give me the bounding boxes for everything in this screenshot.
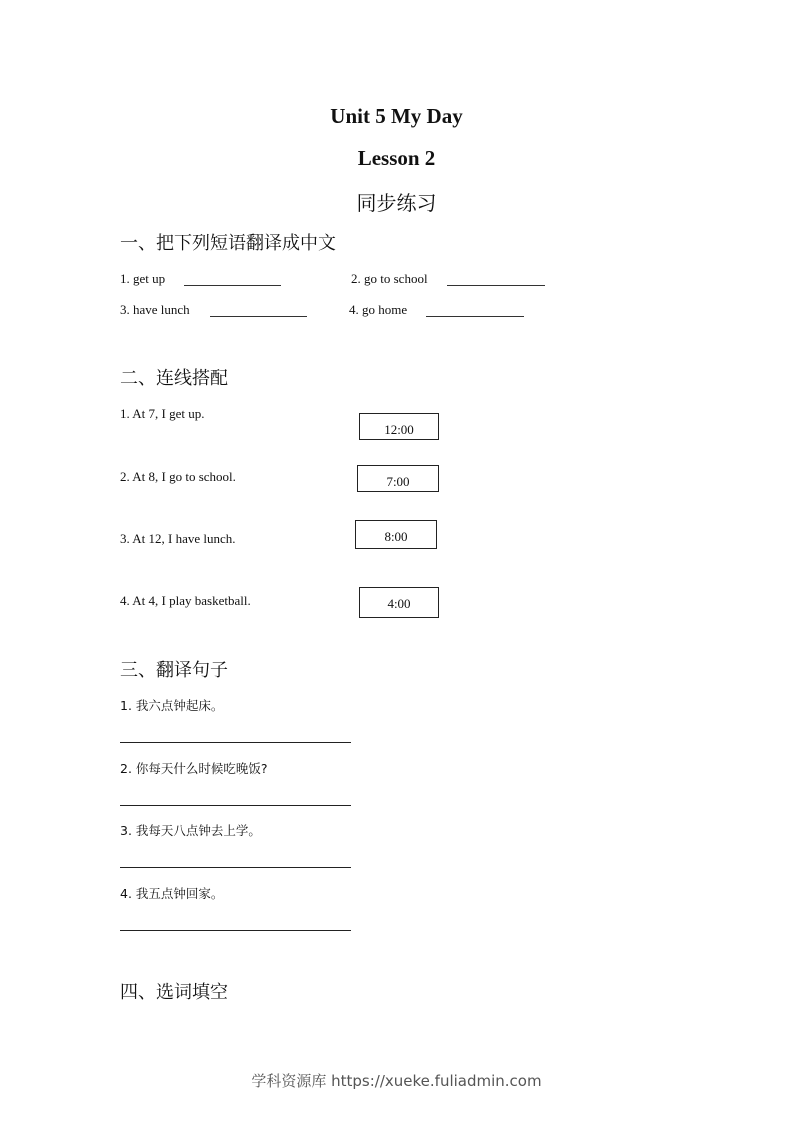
match-sentence: 3. At 12, I have lunch. xyxy=(120,531,236,546)
time-box[interactable]: 4:00 xyxy=(359,587,439,618)
phrase-item: 2. go to school xyxy=(351,271,428,286)
translate-item: 3. 我每天八点钟去上学。 xyxy=(120,823,261,838)
answer-blank[interactable] xyxy=(210,316,307,317)
phrase-item: 1. get up xyxy=(120,271,166,286)
match-sentence: 1. At 7, I get up. xyxy=(120,406,205,421)
answer-blank[interactable] xyxy=(447,285,545,286)
match-sentence: 2. At 8, I go to school. xyxy=(120,469,236,484)
footer-watermark: 学科资源库 https://xueke.fuliadmin.com xyxy=(251,1072,542,1090)
answer-line[interactable] xyxy=(120,805,351,806)
answer-line[interactable] xyxy=(120,867,351,868)
translate-item: 4. 我五点钟回家。 xyxy=(120,886,224,901)
answer-line[interactable] xyxy=(120,742,351,743)
lesson-title: Lesson 2 xyxy=(357,146,436,170)
answer-blank[interactable] xyxy=(426,316,524,317)
time-box[interactable]: 8:00 xyxy=(355,520,437,549)
phrase-item: 4. go home xyxy=(349,302,408,317)
phrase-item: 3. have lunch xyxy=(120,302,190,317)
section-2-heading: 二、连线搭配 xyxy=(120,368,228,389)
time-box[interactable]: 12:00 xyxy=(359,413,439,440)
translate-item: 2. 你每天什么时候吃晚饭? xyxy=(120,761,268,776)
section-4-heading: 四、选词填空 xyxy=(120,982,228,1003)
section-1-heading: 一、把下列短语翻译成中文 xyxy=(120,233,336,254)
match-sentence: 4. At 4, I play basketball. xyxy=(120,593,251,608)
time-box[interactable]: 7:00 xyxy=(357,465,439,492)
page-title: Unit 5 My Day xyxy=(330,104,463,128)
section-3-heading: 三、翻译句子 xyxy=(120,660,228,681)
answer-line[interactable] xyxy=(120,930,351,931)
translate-item: 1. 我六点钟起床。 xyxy=(120,698,224,713)
answer-blank[interactable] xyxy=(184,285,281,286)
page-subtitle: 同步练习 xyxy=(356,191,437,215)
